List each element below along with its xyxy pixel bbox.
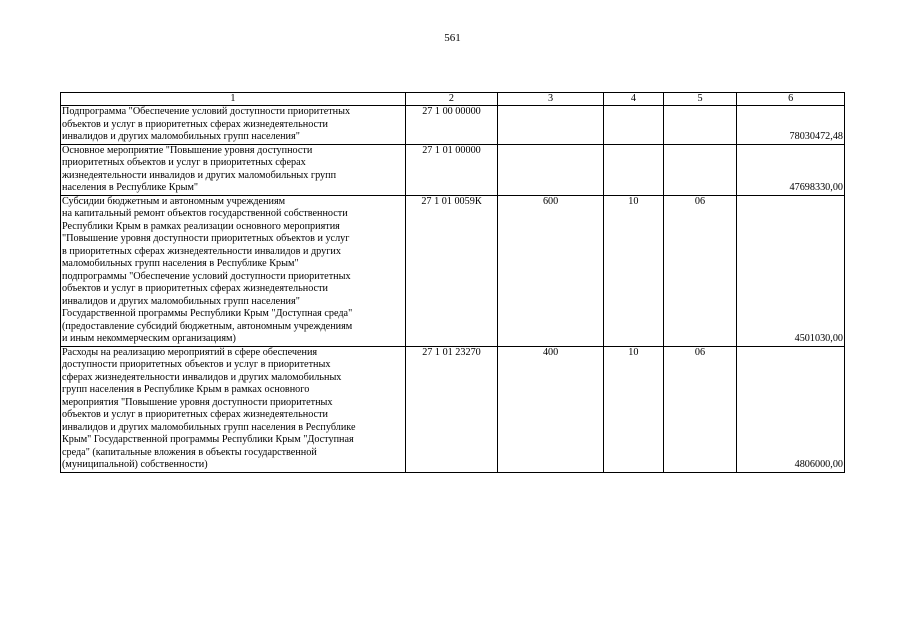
cell-subsection (663, 144, 736, 195)
header-col-6: 6 (737, 93, 845, 106)
name-line: Государственной программы Республики Крым "Доступная среда" (62, 308, 353, 319)
cell-name (61, 106, 406, 145)
name-line: "Повышение уровня доступности приоритетных объектов и услуг (62, 233, 350, 244)
cell-section: 10 (603, 346, 663, 472)
header-col-4: 4 (603, 93, 663, 106)
table-row (61, 346, 845, 472)
cell-amount: 78030472,48 (737, 106, 845, 145)
cell-name (61, 195, 406, 346)
name-line: Субсидии бюджетным и автономным учреждениям (62, 195, 286, 207)
name-line: населения в Республике Крым" (62, 182, 199, 193)
cell-code: 27 1 00 00000 (405, 106, 497, 145)
cell-code: 27 1 01 0059К (405, 195, 497, 346)
name-line: маломобильных групп населения в Республике Крым" (62, 258, 299, 269)
name-line: инвалидов и других маломобильных групп населения в Республике (62, 421, 356, 433)
cell-section (603, 106, 663, 145)
cell-section (603, 144, 663, 195)
table-header-row (61, 93, 845, 106)
header-col-2: 2 (405, 93, 497, 106)
cell-expense-type (498, 106, 604, 145)
cell-subsection: 06 (663, 346, 736, 472)
header-col-1: 1 (61, 93, 406, 106)
cell-section: 10 (603, 195, 663, 346)
name-line: Основное мероприятие "Повышение уровня доступности (62, 144, 313, 156)
budget-table (60, 92, 845, 473)
cell-name (61, 346, 406, 472)
header-col-5: 5 (663, 93, 736, 106)
name-line: в приоритетных сферах жизнедеятельности инвалидов и других (62, 245, 341, 257)
page-number: 561 (444, 32, 461, 44)
name-line: инвалидов и других маломобильных групп населения" (62, 295, 300, 307)
cell-expense-type: 600 (498, 195, 604, 346)
cell-name (61, 144, 406, 195)
name-line: на капитальный ремонт объектов государственной собственности (62, 208, 348, 219)
cell-code: 27 1 01 00000 (405, 144, 497, 195)
table-row (61, 106, 845, 145)
cell-code: 27 1 01 23270 (405, 346, 497, 472)
name-line: мероприятия "Повышение уровня доступности приоритетных (62, 396, 333, 408)
name-line: групп населения в Республике Крым в рамках основного (62, 384, 310, 395)
cell-amount: 47698330,00 (737, 144, 845, 195)
name-line: (предоставление субсидий бюджетным, автономным учреждениям (62, 320, 353, 332)
name-line: объектов и услуг в приоритетных сферах жизнедеятельности (62, 409, 328, 420)
name-line: подпрограммы "Обеспечение условий доступности приоритетных (62, 270, 351, 282)
cell-expense-type: 400 (498, 346, 604, 472)
name-line: доступности приоритетных объектов и услуг в приоритетных (62, 359, 331, 370)
name-line: приоритетных объектов и услуг в приоритетных сферах (62, 157, 306, 168)
name-line: Крым" Государственной программы Республики Крым "Доступная (62, 434, 354, 445)
name-line: Подпрограмма "Обеспечение условий доступности приоритетных (62, 106, 351, 117)
name-line: инвалидов и других маломобильных групп населения" (62, 131, 300, 142)
name-line: объектов и услуг в приоритетных сферах жизнедеятельности (62, 118, 328, 130)
cell-subsection (663, 106, 736, 145)
name-line: объектов и услуг в приоритетных сферах жизнедеятельности (62, 283, 328, 294)
name-line: сферах жизнедеятельности инвалидов и других маломобильных (62, 371, 342, 383)
name-line: среда" (капитальные вложения в объекты государственной (62, 446, 317, 458)
name-line: Расходы на реализацию мероприятий в сфере обеспечения (62, 346, 318, 358)
name-line: Республики Крым в рамках реализации основного мероприятия (62, 220, 340, 232)
cell-amount: 4501030,00 (737, 195, 845, 346)
name-line: жизнедеятельности инвалидов и других маломобильных групп (62, 169, 337, 181)
cell-subsection: 06 (663, 195, 736, 346)
name-line: (муниципальной) собственности) (62, 459, 208, 470)
cell-expense-type (498, 144, 604, 195)
table-row (61, 144, 845, 195)
table-row (61, 195, 845, 346)
header-col-3: 3 (498, 93, 604, 106)
name-line: и иным некоммерческим организациям) (62, 333, 236, 344)
cell-amount: 4806000,00 (737, 346, 845, 472)
